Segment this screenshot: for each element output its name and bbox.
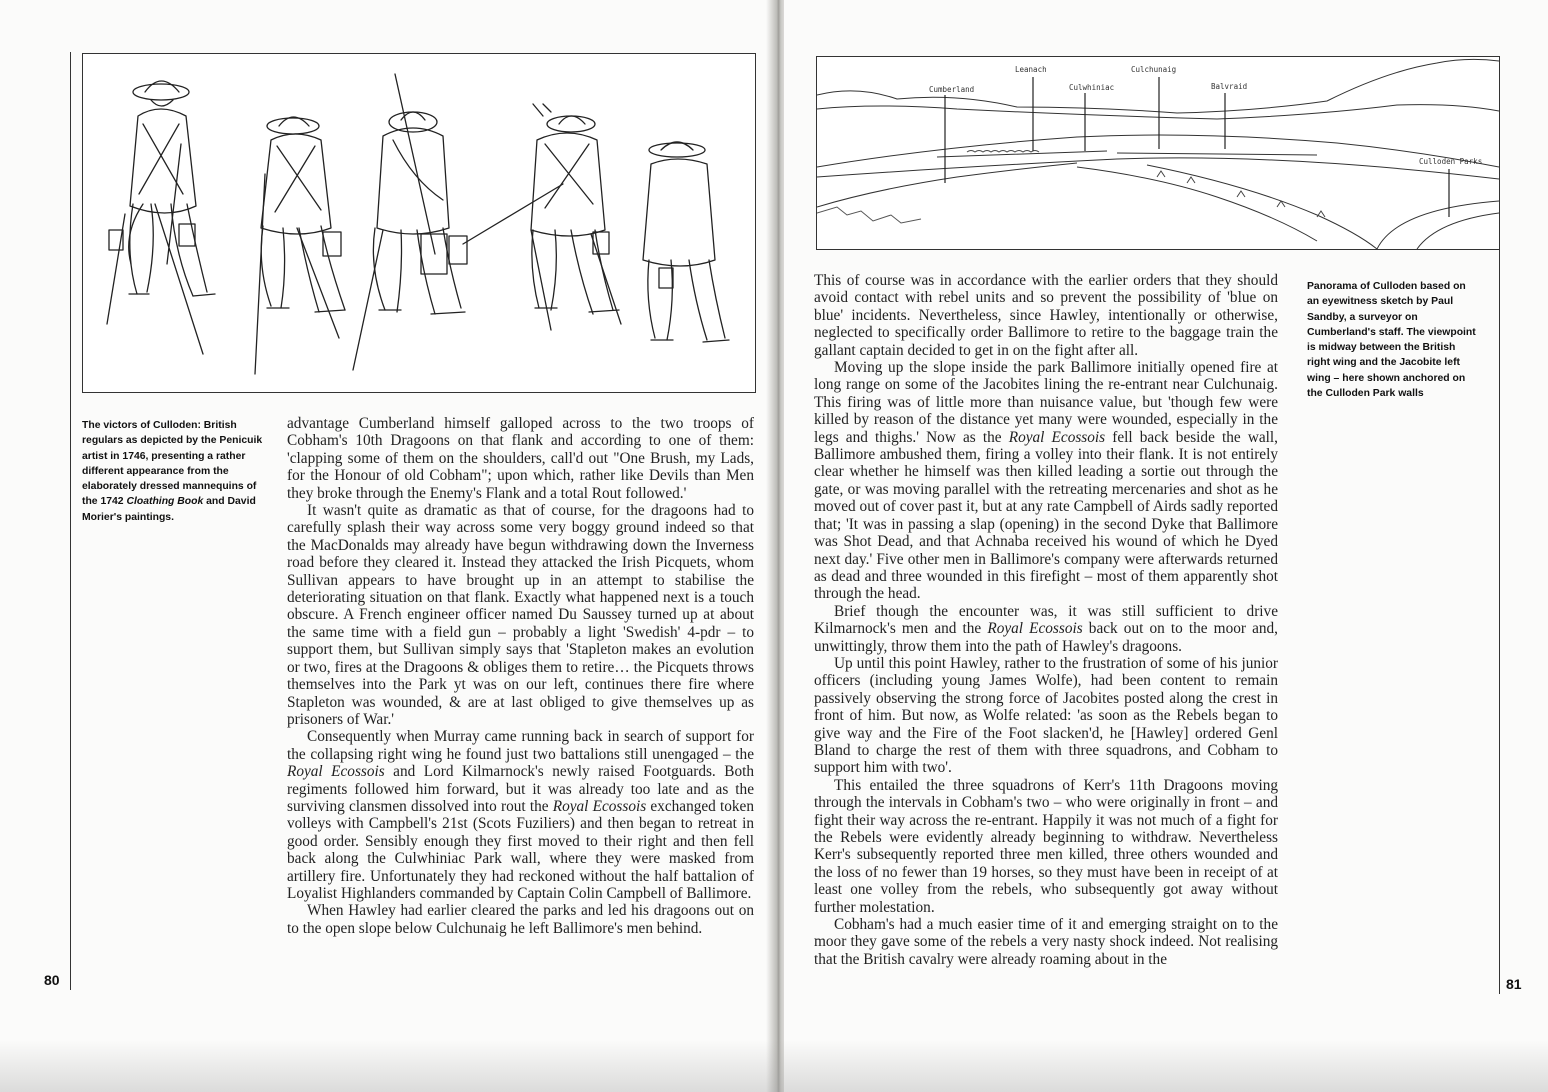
figure-caption xyxy=(82,418,264,525)
page-bottom-shadow xyxy=(0,1040,1548,1092)
right-page-number: 81 xyxy=(1506,976,1522,992)
soldier-figure-3 xyxy=(353,74,467,370)
para3-text-b: and Lord Kilmarnock's newly raised Footguards. Both regiments followed him forward, but it was already too late and as the surviving clansmen dissolved into rout the xyxy=(287,763,754,815)
paragraph-3 xyxy=(287,728,754,902)
right-paragraph-6: Cobham's had a much easier time of it and emerging straight on to the moor they gave some of the rebels a very nasty shock indeed. Not realising that the British cavalry were already roaming about in the xyxy=(814,916,1278,968)
label-leanach: Leanach xyxy=(1015,65,1047,74)
left-body-text xyxy=(287,415,754,937)
right-page xyxy=(784,0,1548,1092)
paragraph-1: advantage Cumberland himself galloped across to the two troops of Cobham's 10th Dragoons on that flank and according to one of them: 'clapping some of them on the shoulders, call'd out "One Brush, my Lads, for the Honour of old Cobham"; upon which, rather like Devils than Men they broke through the Enemy's Flank and a total Rout followed.' xyxy=(287,415,754,502)
rp3-text-a: Brief though the encounter was, it was still sufficient to drive Kilmarnock's men and the xyxy=(814,602,1278,638)
panorama-caption: Panorama of Culloden based on an eyewitness sketch by Paul Sandby, a surveyor on Cumberland's staff. The viewpoint is midway between the British right wing and the Jacobite left wing – here shown anchored on the Culloden Park walls xyxy=(1307,281,1476,400)
right-paragraph-2 xyxy=(814,359,1278,603)
para3-text-a: Consequently when Murray came running back in search of support for the collapsing right wing he found just two battalions still unengaged – the xyxy=(287,728,754,763)
right-paragraph-4: Up until this point Hawley, rather to the frustration of some of his junior officers (including young James Wolfe), had been content to remain passively observing the strong force of Jacobites posted along the crest in front of him. But now, as Wolfe related: 'as soon as the Rebels began to give way and the Fire of the Foot slacken'd, he [Hawley] ordered Genl Bland to charge the rest of them with three squadrons, and Cobham to support him with two'. xyxy=(814,654,1278,777)
rp2-text-a: Moving up the slope inside the park Ballimore initially opened fire at long range on some of the Jacobites lining the re-entrant near Culchunaig. This firing was of little more than nuisance value, but 'though few were killed by reason of the distance yet many were wounded, especially in the legs and thighs.' Now as the xyxy=(814,359,1278,446)
rp3-italic-1: Royal Ecossois xyxy=(987,620,1083,638)
right-margin-rule xyxy=(1499,56,1500,994)
rp2-italic-1: Royal Ecossois xyxy=(1008,428,1106,446)
label-balvraid: Balvraid xyxy=(1211,82,1248,91)
right-paragraph-3 xyxy=(814,603,1278,655)
caption-italic-title: Cloathing Book xyxy=(126,496,204,508)
panorama-drawing xyxy=(817,57,1499,249)
caption-text-2: and David Morier's paintings. xyxy=(82,496,256,523)
rp3-text-b: back out on to the moor and, unwittingly, throw them into the path of Hawley's dragoons. xyxy=(814,620,1278,655)
label-culchunaig: Culchunaig xyxy=(1131,65,1177,74)
soldier-figure-4 xyxy=(463,104,621,330)
label-culwhiniac: Culwhiniac xyxy=(1069,83,1115,92)
right-paragraph-5: This entailed the three squadrons of Kerr's 11th Dragoons moving through the intervals in Cobham's two – who were originally in front – and fight their way across the re-entrant. Happily it was not much of a fight for the Rebels were evidently already beginning to withdraw. Nevertheless Kerr's subsequently reported three men killed, three others wounded and the loss of no fewer than 19 horses, so they must have been in receipt of at least one volley from the rebels, who subsequently got away without further molestation. xyxy=(814,776,1278,916)
culloden-panorama xyxy=(816,56,1500,250)
label-culloden-parks: Culloden Parks xyxy=(1419,157,1483,166)
para3-italic-1: Royal Ecossois xyxy=(287,763,385,781)
para3-italic-2: Royal Ecossois xyxy=(552,797,647,815)
left-margin-rule xyxy=(70,52,71,990)
left-page xyxy=(0,0,772,1092)
soldiers-drawing xyxy=(83,54,755,392)
paragraph-4: When Hawley had earlier cleared the parks and led his dragoons out on to the open slope below Culchunaig he left Ballimore's men behind. xyxy=(287,902,754,937)
rp2-text-b: fell back beside the wall, Ballimore ambushed them, firing a volley into their flank. It is not entirely clear whether he himself was then killed leading a sortie out through the gate, or was moving parallel with the retreating mercenaries and shot as he moved out of cover past it, but at any rate Campbell of Airds sadly reported that; 'It was in passing a slap (opening) in the second Dyke that Ballimore was Shot Dead, and that Achnaba received his wound of which he Dyed next day.' Five other men in Ballimore's company were afterwards returned as dead and three wounded in this firefight – most of them apparently shot through the head. xyxy=(814,428,1279,603)
soldier-figure-5 xyxy=(643,142,729,342)
right-body-text xyxy=(814,272,1278,968)
soldier-figure-1 xyxy=(107,81,215,354)
soldiers-illustration xyxy=(82,53,756,393)
para3-text-c: exchanged token volleys with Campbell's 21st (Scots Fuziliers) and then began to retreat in good order. Sensibly enough they first moved to their right and then fell back along the Culwhiniac Park wall, where they were masked from artillery fire. Unfortunately they had reckoned without the half battalion of Loyalist Highlanders commanded by Captain Colin Campbell of Ballimore. xyxy=(287,797,754,902)
label-cumberland: Cumberland xyxy=(929,85,975,94)
paragraph-2: It wasn't quite as dramatic as that of course, for the dragoons had to carefully splash their way across some very boggy ground indeed so that the MacDonalds may already have begun withdrawing down the Inverness road before they cleared it. Instead they attacked the Irish Picquets, whom Sullivan appears to have brought up in an attempt to stabilise the deteriorating situation on that flank. Exactly what happened next is a touch obscure. A French engineer officer named Du Saussey turned up at about the same time with a field gun – probably a light 'Swedish' 4-pdr – to support them, but Sullivan simply says that 'Stapleton makes an evolution or two, fires at the Dragoons & obliges them to retire… the Picquets throws themselves into the Park yt was on our left, continues there fire where Stapleton was wounded, & are at last obliged to give themselves up as prisoners of War.' xyxy=(287,502,754,728)
right-paragraph-1: This of course was in accordance with the earlier orders that they should avoid contact with rebel units and so prevent the possibility of 'blue on blue' incidents. Nevertheless, since Hawley, intentionally or otherwise, neglected to specifically order Ballimore to retire to the baggage train the gallant captain decided to get in on the fight after all. xyxy=(814,272,1278,359)
caption-text-1: The victors of Culloden: British regulars as depicted by the Penicuik artist in 1746, presenting a rather different appearance from the elaborately dressed mannequins of the 1742 xyxy=(82,420,263,508)
soldier-figure-2 xyxy=(255,117,345,374)
left-page-number: 80 xyxy=(44,972,60,988)
